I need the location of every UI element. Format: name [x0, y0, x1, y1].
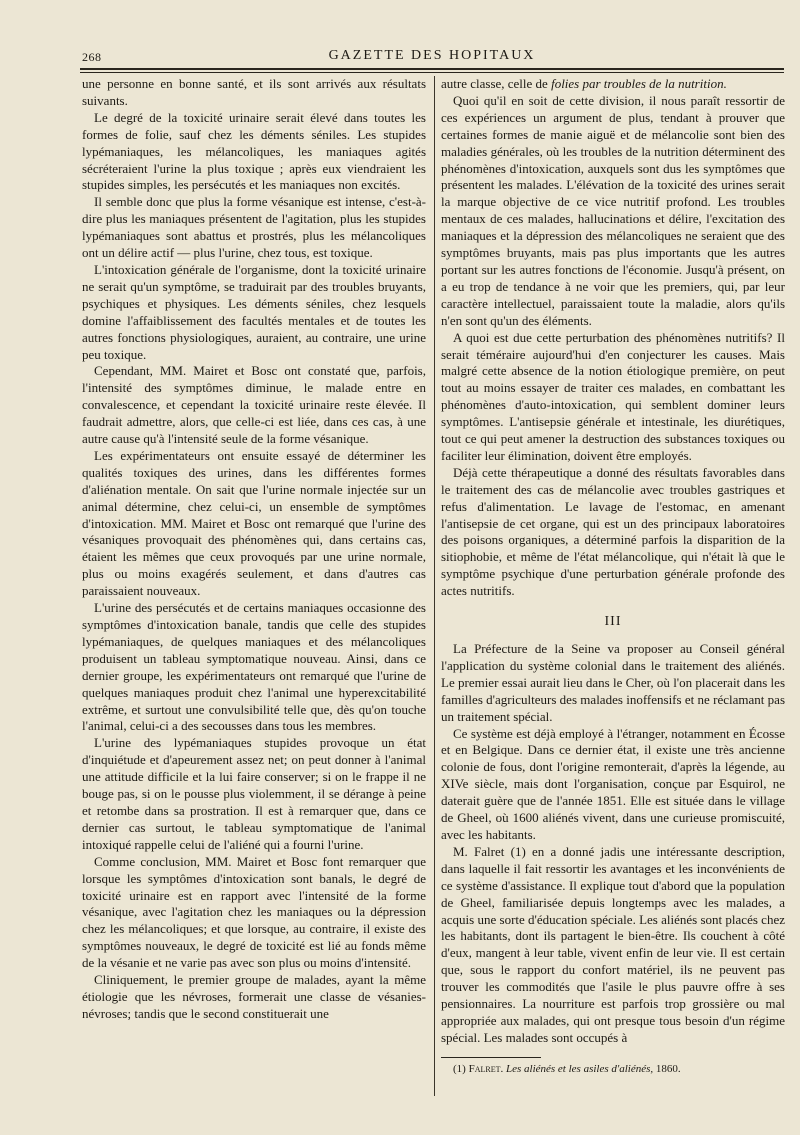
- footnote-number: (1): [453, 1062, 469, 1075]
- footnote: [441, 1062, 785, 1076]
- section-heading: III: [604, 614, 622, 630]
- column-divider: [434, 76, 435, 1096]
- paragraph: Cependant, MM. Mairet et Bosc ont constaté que, parfois, l'intensité des symptômes diminue, le malade entre en convalescence, et cependant la toxicité urinaire reste élevée. Il faudrait admettre, alors, que celle-ci est liée, dans ces cas, à une autre cause qu'à l'intensité seule de la forme vésanique.: [82, 363, 426, 447]
- paragraph: Déjà cette thérapeutique a donné des résultats favorables dans le traitement des cas de mélancolie avec troubles gastriques et refus d'alimentation. Le lavage de l'estomac, en amenant l'antisepsie de cet organe, qui est un des principaux laboratoires des poisons organiques, a déterminé parfois la disparition de la sitiophobie, et même de l'état mélancolique, qui n'était là que le symptôme psychique d'une perturbation générale profonde des actes nutritifs.: [441, 464, 785, 599]
- header-rule-thin: [80, 72, 784, 73]
- running-title: GAZETTE DES HOPITAUX: [328, 48, 536, 63]
- paragraph: Cliniquement, le premier groupe de malades, ayant la même étiologie que les névroses, formerait une classe de vésanies-névroses; tandis que le second constituerait une: [82, 972, 426, 1021]
- paragraph: Comme conclusion, MM. Mairet et Bosc font remarquer que lorsque les symptômes d'intoxication sont banals, le degré de toxicité urinaire est en rapport avec l'intensité de la forme vésanique, avec l'agitation chez les maniaques ou la dépression chez les mélancoliques; et que lorsque, au contraire, il existe des symptômes nouveaux, le degré de toxicité est lié au fonds même de la vésanie et ne varie pas avec son plus ou moins d'intensité.: [82, 853, 426, 971]
- page-number: 268: [82, 50, 102, 64]
- emphasis-text: folies par troubles de la nutrition.: [551, 76, 727, 91]
- page-header: [82, 44, 782, 66]
- text-run: autre classe, celle de: [441, 76, 552, 91]
- paragraph: Le degré de la toxicité urinaire serait élevé dans toutes les formes de folie, sauf chez les déments séniles. Les stupides lypémaniaques, les mélancoliques, les maniaques agités sécréteraient l'urine la plus toxique ; après eux viendraient les stupides simples, les persécutés et les maniaques non excités.: [82, 109, 426, 193]
- paragraph: L'urine des lypémaniaques stupides provoque un état d'inquiétude et d'apeurement assez net; on peut donner à l'animal une attitude difficile et la lui faire conserver; si on le frappe il ne bouge pas, si on le pousse plus violemment, il se dérange à peine et retombe dans sa prostration. Il est à remarquer que, dans ce dernier cas surtout, le tableau symptomatique de l'animal intoxiqué rappelle celui de l'aliéné qui a fourni l'urine.: [82, 735, 426, 852]
- left-column: [82, 76, 426, 1023]
- header-rule: [80, 68, 784, 70]
- footnote-rule: [441, 1057, 541, 1058]
- paragraph: Les expérimentateurs ont ensuite essayé de déterminer les qualités toxiques des urines, dans les différentes formes d'aliénation mentale. On sait que l'urine normale injectée sur un animal détermine, chez celui-ci, un ensemble de symptômes d'intoxication. MM. Mairet et Bosc ont remarqué que l'urine des vésaniques provoquait des phénomènes qui, dans certains cas, étaient les mêmes que ceux provoqués par une urine normale, plus ou moins exagérés seulement, et dans d'autres cas paraissaient nouveaux.: [82, 447, 426, 599]
- paragraph: L'urine des persécutés et de certains maniaques occasionne des symptômes d'intoxication banale, tandis que celle des stupides lypémaniaques, de quelques maniaques et des mélancoliques produisent un tableau symptomatique nouveau. Ainsi, dans ce dernier groupe, les expérimentateurs ont remarqué que l'urine de quelques maniaques produit chez l'animal une hyperexcitabilité extrême, et surtout une convulsibilité telle que, dès qu'on touche l'animal, celui-ci a des secousses dans tous les membres.: [82, 600, 426, 734]
- paragraph: M. Falret (1) en a donné jadis une intéressante description, dans laquelle il fait ressortir les avantages et les inconvénients de ce système d'assistance. Il explique tout d'abord que la population de Gheel, familiarisée depuis longtemps avec les malades, a acquis une sorte d'éducation spéciale. Les aliénés sont placés chez les habitants, dont ils partagent le bien-être. Ils couchent à côté d'eux, mangent à leur table, vivent enfin de leur vie. Il est certain que, sous le rapport du confort matériel, ils ne peuvent pas trouver les commodités que l'asile le plus pauvre offre à ses pensionnaires. La nourriture est parfois trop grossière ou mal appropriée aux malades, qui ont presque tous besoin d'un régime spécial. Les malades sont occupés à: [441, 843, 785, 1045]
- paragraph: L'intoxication générale de l'organisme, dont la toxicité urinaire ne serait qu'un symptôme, se traduirait par des troubles bruyants, psychiques et physiques. Les déments séniles, chez lesquels domine l'affaiblissement des facultés mentales et de toutes les autres fonctions physiologiques, auraient, au contraire, une urine peu toxique.: [82, 261, 426, 362]
- right-column: [441, 76, 785, 1076]
- paragraph: A quoi est due cette perturbation des phénomènes nutritifs? Il serait téméraire aujourd'hui d'en conjecturer les causes. Mais malgré cette absence de la notion étiologique première, on peut tout au moins essayer de traiter ces malades, en combattant les phénomènes d'auto-intoxication, qui semblent dominer leurs symptômes. L'antisepsie générale et intestinale, les diurétiques, tout ce qui peut amener la destruction des substances toxiques ou faciliter leur élimination, doivent être employés.: [441, 329, 785, 463]
- paragraph: Il semble donc que plus la forme vésanique est intense, c'est-à-dire plus les maniaques présentent de l'agitation, plus les stupides lypémaniaques sont abattus et prostrés, plus les mélancoliques ont un délire actif — plus l'urine, chez tous, est toxique.: [82, 194, 426, 261]
- footnote-author: Falret.: [468, 1062, 504, 1075]
- footnote-title: Les aliénés et les asiles d'aliénés,: [503, 1062, 654, 1075]
- paragraph: Ce système est déjà employé à l'étranger, notamment en Écosse et en Belgique. Dans ce dernier état, il existe une très ancienne colonie de fous, dont l'origine remonterait, d'après la légende, au XIVe siècle, mais dont l'organisation, conçue par Esquirol, ne daterait guère que de l'année 1851. Elle est située dans le village de Gheel, où 1600 aliénés vivent, dans une curieuse promiscuité, avec les habitants.: [441, 725, 785, 842]
- paragraph: une personne en bonne santé, et ils sont arrivés aux résultats suivants.: [82, 76, 426, 108]
- paragraph: La Préfecture de la Seine va proposer au Conseil général l'application du système colonial dans le traitement des aliénés. Le premier essai aurait lieu dans le Cher, où l'on placerait dans les familles d'agriculteurs des malades inoffensifs et ne réclamant pas un traitement spécial.: [441, 641, 785, 724]
- paragraph: Quoi qu'il en soit de cette division, il nous paraît ressortir de ces expériences un argument de plus, tendant à prouver que certaines formes de manie aiguë et de mélancolie sont bien des maladies générales, où les troubles de la nutrition déterminent des phénomènes d'intoxication, auxquels sont dus les symptômes que présentent les malades. L'élévation de la toxicité des urines serait la marque objective de ce vice nutritif profond. Les troubles mentaux de ces malades, hallucinations et délire, l'excitation des maniaques et la dépression des mélancoliques ne seraient que des symptômes bruyants, mais pas plus importants que les autres portant sur les autres fonctions de l'économie. Jusqu'à présent, on a eu trop de tendance à ne voir que les premiers, qui, par leur caractère intellectuel, paraissaient toute la maladie, alors qu'ils n'en sont qu'un des éléments.: [441, 92, 785, 328]
- paragraph: [441, 76, 785, 93]
- footnote-year: 1860.: [653, 1062, 681, 1075]
